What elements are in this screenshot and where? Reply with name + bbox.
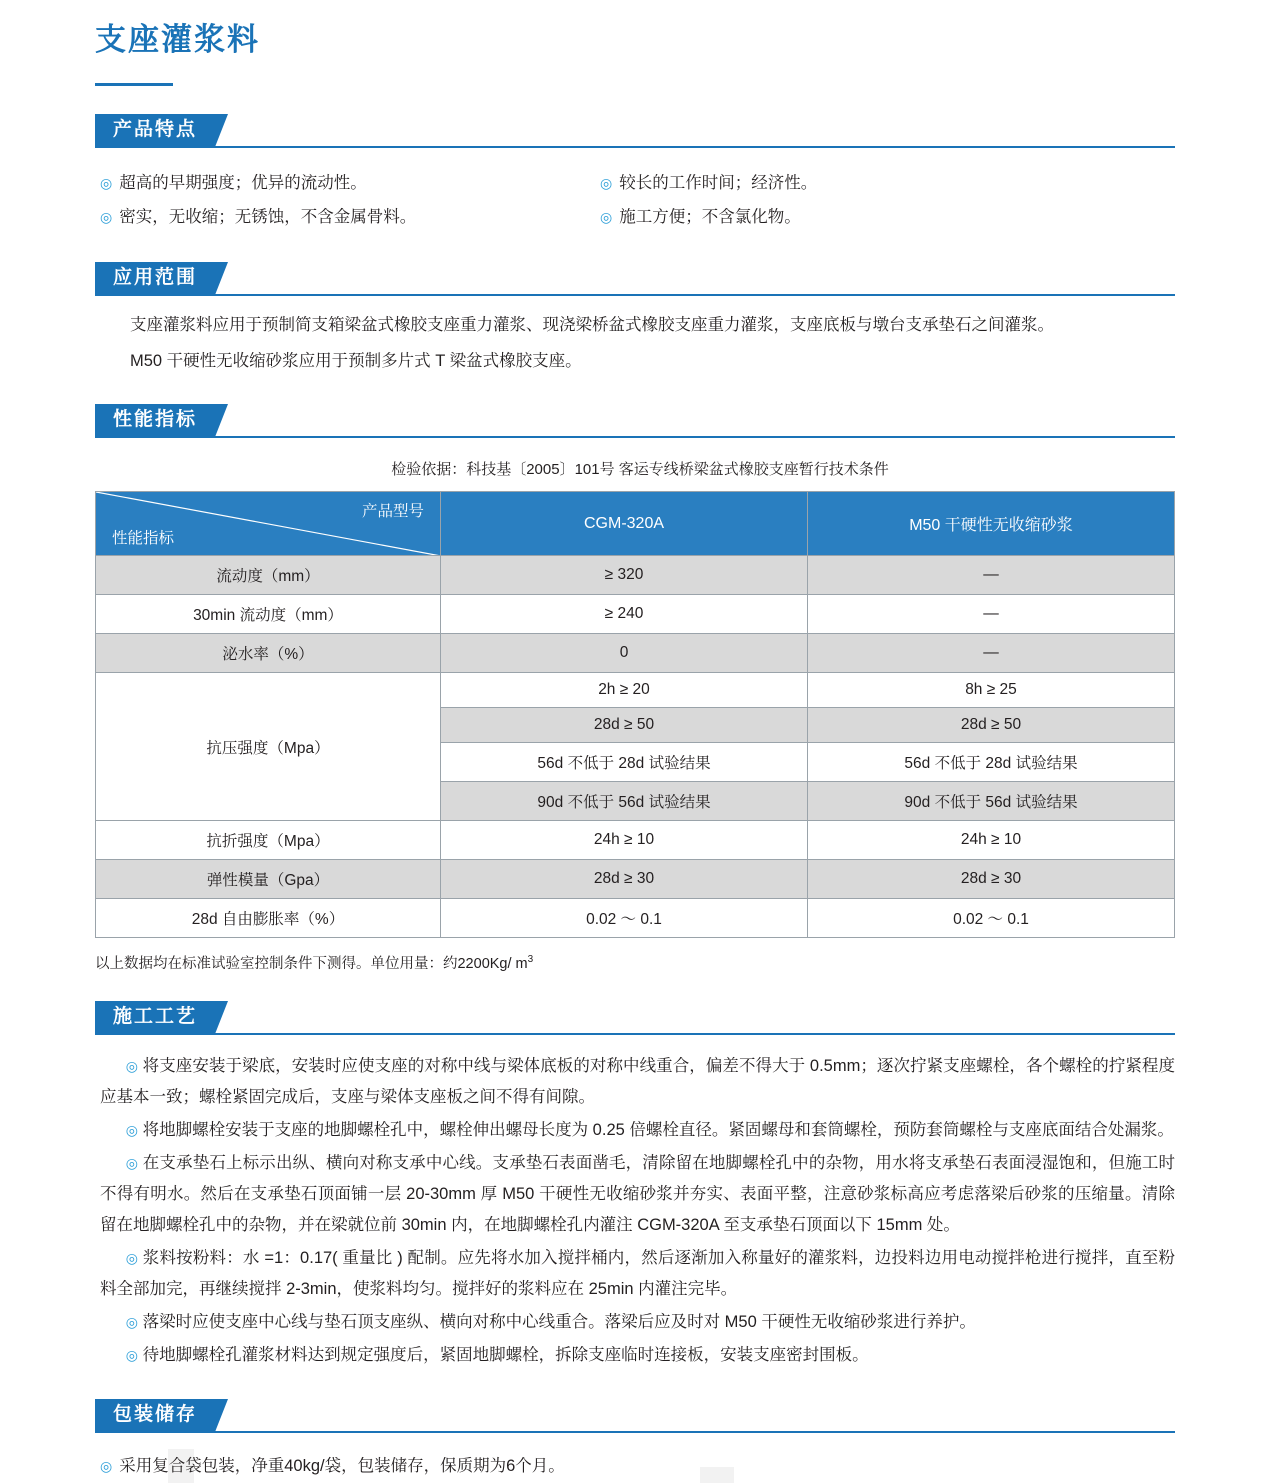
table-cell: 28d ≥ 30	[808, 860, 1175, 899]
page-artifact-left	[168, 1449, 194, 1483]
section-features	[0, 114, 1280, 234]
table-column-header: CGM-320A	[441, 492, 808, 556]
paragraph: M50 干硬性无收缩砂浆应用于预制多片式 T 梁盆式橡胶支座。	[130, 352, 582, 371]
table-cell: —	[808, 556, 1175, 595]
table-cell: —	[808, 595, 1175, 634]
table-caption: 检验依据：科技基〔2005〕101号 客运专线桥梁盆式橡胶支座暂行技术条件	[391, 461, 889, 479]
table-row	[96, 556, 1175, 595]
list-item-label: 落梁时应使支座中心线与垫石顶支座纵、横向对称中心线重合。落梁后应及时对 M50 干硬性无收缩砂浆进行养护。	[142, 1313, 976, 1332]
section-rule	[95, 294, 1175, 296]
bullet-icon: ◎	[125, 1250, 138, 1267]
table-note-superscript: 3	[527, 954, 534, 966]
bullet-icon: ◎	[100, 175, 113, 192]
feature-list	[100, 166, 1100, 234]
section-performance	[0, 404, 1280, 973]
table-cell: 0	[441, 634, 808, 673]
table-cell: 24h ≥ 10	[808, 821, 1175, 860]
performance-table	[95, 491, 1175, 938]
bullet-icon: ◎	[600, 209, 613, 226]
table-corner-cell	[96, 492, 441, 556]
table-row-label: 流动度（mm）	[96, 556, 441, 595]
table-cell: 0.02 ～ 0.1	[808, 899, 1175, 938]
bullet-icon: ◎	[600, 175, 613, 192]
list-item	[100, 1148, 1175, 1241]
table-row	[96, 595, 1175, 634]
list-item-label: 超高的早期强度；优异的流动性。	[119, 174, 367, 193]
list-item	[100, 200, 600, 234]
section-label-process: 施工工艺	[95, 1001, 215, 1034]
section-header-application	[95, 262, 1175, 296]
list-item-label: 在支承垫石上标示出纵、横向对称支承中心线。支承垫石表面凿毛，清除留在地脚螺栓孔中的杂物，用水将支承垫石表面浸湿饱和，但施工时不得有明水。然后在支承垫石顶面铺一层 20-30mm 厚 M50 干硬性无收缩砂浆并夯实、表面平整，注意砂浆标高应考虑落梁后砂浆的压缩量。清除留在地脚螺栓孔中的杂物，并在梁就位前 30min 内，在地脚螺栓孔内灌注 CGM-320A 至支承垫石顶面以下 15mm 处。	[100, 1154, 1176, 1235]
table-row	[96, 899, 1175, 938]
table-cell: —	[808, 634, 1175, 673]
table-cell: ≥ 320	[441, 556, 808, 595]
list-item-label: 密实，无收缩；无锈蚀，不含金属骨料。	[119, 208, 417, 227]
section-rule	[95, 146, 1175, 148]
section-label-features: 产品特点	[95, 114, 215, 147]
packaging-text	[100, 1449, 1175, 1483]
table-header-row	[96, 492, 1175, 556]
list-item	[100, 1051, 1175, 1113]
table-cell: 0.02 ～ 0.1	[441, 899, 808, 938]
section-header-packaging	[95, 1399, 1175, 1433]
list-item	[100, 1307, 1175, 1338]
title-underline	[95, 83, 173, 86]
list-item	[100, 166, 600, 200]
list-item-label: 较长的工作时间；经济性。	[619, 174, 818, 193]
table-cell: 28d ≥ 50	[808, 708, 1175, 743]
list-item	[100, 1243, 1175, 1305]
table-row-label: 泌水率（%）	[96, 634, 441, 673]
bullet-icon: ◎	[125, 1155, 138, 1172]
table-row	[96, 821, 1175, 860]
section-label-performance: 性能指标	[95, 404, 215, 437]
section-header-features	[95, 114, 1175, 148]
bullet-icon: ◎	[100, 209, 113, 226]
table-cell: 56d 不低于 28d 试验结果	[808, 743, 1175, 782]
table-corner-bottom-label: 性能指标	[112, 530, 175, 548]
table-cell: 8h ≥ 25	[808, 673, 1175, 708]
bullet-icon: ◎	[125, 1314, 138, 1331]
list-item-label: 浆料按粉料：水 =1：0.17( 重量比 ) 配制。应先将水加入搅拌桶内，然后逐渐加入称量好的灌浆料，边投料边用电动搅拌枪进行搅拌，直至粉料全部加完，再继续搅拌 2-3min，使浆料均匀。搅拌好的浆料应在 25min 内灌注完毕。	[100, 1249, 1175, 1299]
bullet-icon: ◎	[125, 1122, 138, 1139]
list-item-label: 将地脚螺栓安装于支座的地脚螺栓孔中，螺栓伸出螺母长度为 0.25 倍螺栓直径。紧固螺母和套筒螺栓，预防套筒螺栓与支座底面结合处漏浆。	[142, 1121, 1174, 1140]
table-note-text: 以上数据均在标准试验室控制条件下测得。单位用量：约2200Kg/ m	[95, 956, 528, 973]
section-process	[0, 1001, 1280, 1371]
process-list	[100, 1051, 1175, 1371]
section-label-application: 应用范围	[95, 262, 215, 295]
packaging-label: 采用复合袋包装，净重40kg/袋，包装储存，保质期为6个月。	[119, 1457, 565, 1476]
table-column-header: M50 干硬性无收缩砂浆	[808, 492, 1175, 556]
bullet-icon: ◎	[100, 1458, 113, 1475]
table-row-label: 抗压强度（Mpa）	[96, 673, 441, 821]
bullet-icon: ◎	[125, 1347, 138, 1364]
list-item-label: 施工方便；不含氯化物。	[619, 208, 801, 227]
list-item-label: 将支座安装于梁底，安装时应使支座的对称中线与梁体底板的对称中线重合，偏差不得大于 0.5mm；逐次拧紧支座螺栓，各个螺栓的拧紧程度应基本一致；螺栓紧固完成后，支座与梁体支座板之间不得有间隙。	[100, 1057, 1175, 1107]
list-item	[100, 1340, 1175, 1371]
list-item	[600, 200, 1100, 234]
table-cell: 2h ≥ 20	[441, 673, 808, 708]
table-cell: ≥ 240	[441, 595, 808, 634]
table-row	[96, 634, 1175, 673]
paragraph: 支座灌浆料应用于预制简支箱梁盆式橡胶支座重力灌浆、现浇梁桥盆式橡胶支座重力灌浆，支座底板与墩台支承垫石之间灌浆。	[130, 316, 1054, 335]
table-cell: 56d 不低于 28d 试验结果	[441, 743, 808, 782]
table-row	[96, 860, 1175, 899]
table-cell: 90d 不低于 56d 试验结果	[808, 782, 1175, 821]
table-row-label: 弹性模量（Gpa）	[96, 860, 441, 899]
page-artifact-center	[700, 1467, 734, 1483]
table-cell: 28d ≥ 30	[441, 860, 808, 899]
table-row-label: 抗折强度（Mpa）	[96, 821, 441, 860]
section-rule	[95, 1033, 1175, 1035]
table-row	[96, 673, 1175, 708]
bullet-icon: ◎	[125, 1058, 138, 1075]
section-header-process	[95, 1001, 1175, 1035]
list-item	[600, 166, 1100, 200]
section-header-performance	[95, 404, 1175, 438]
page-title: 支座灌浆料	[95, 22, 260, 57]
table-row-label: 28d 自由膨胀率（%）	[96, 899, 441, 938]
table-cell: 90d 不低于 56d 试验结果	[441, 782, 808, 821]
table-row-label: 30min 流动度（mm）	[96, 595, 441, 634]
table-note	[95, 952, 1280, 973]
table-cell: 24h ≥ 10	[441, 821, 808, 860]
section-label-packaging: 包装储存	[95, 1399, 215, 1432]
section-application	[0, 262, 1280, 376]
table-cell: 28d ≥ 50	[441, 708, 808, 743]
section-rule	[95, 1431, 1175, 1433]
table-corner-top-label: 产品型号	[361, 503, 424, 521]
list-item-label: 待地脚螺栓孔灌浆材料达到规定强度后，紧固地脚螺栓，拆除支座临时连接板，安装支座密封围板。	[142, 1346, 869, 1365]
application-paragraphs	[130, 310, 1175, 376]
section-rule	[95, 436, 1175, 438]
list-item	[100, 1115, 1175, 1146]
